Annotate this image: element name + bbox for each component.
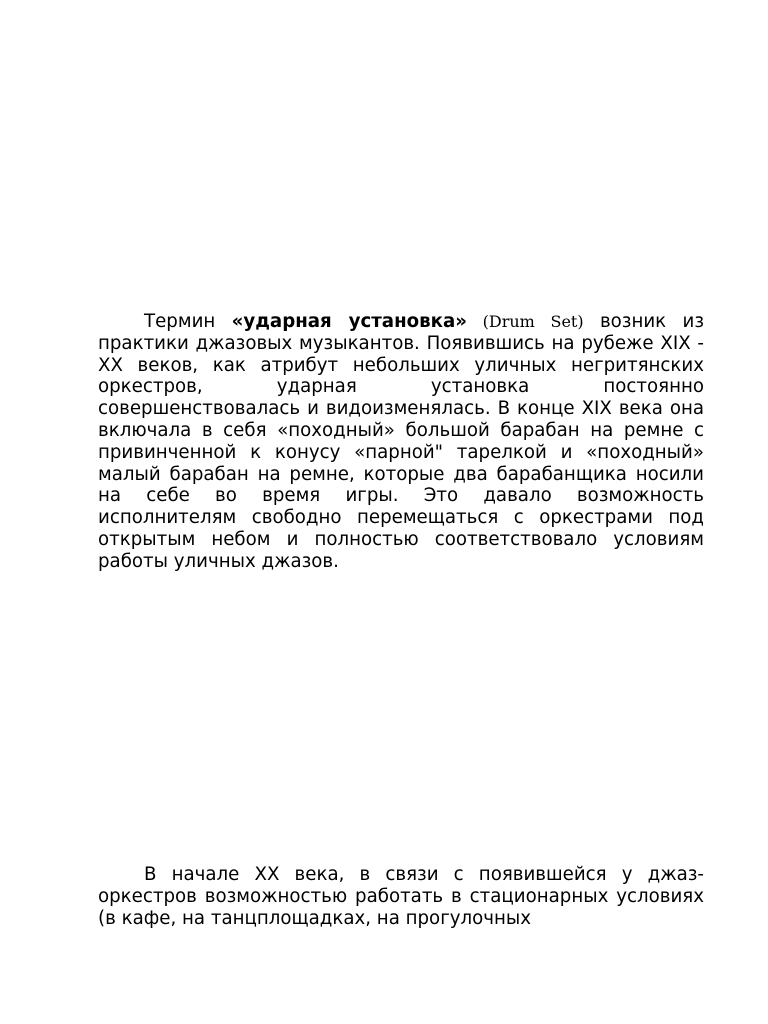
paragraph-early-20th-century — [98, 864, 704, 929]
term-drum-kit: «ударная установка» — [231, 311, 468, 332]
term-english: (Drum Set) — [467, 312, 584, 331]
paragraph-lead-text: Термин — [144, 311, 232, 332]
paragraph-2-text: В начале XX века, в связи с появившейся у джаз-оркестров возможностью работать в стационарных условиях (в кафе, на танцплощадках, на прогулочных — [98, 864, 704, 929]
paragraph-body-text: возник из практики джазовых музыкантов. Появившись на рубеже XIX - XX веков, как атрибут небольших уличных негритянских оркестров, ударная установка постоянно совершенствовалась и видоизменялась. В конце XIX века она включала в себя «походный» большой барабан на ремне с привинченной к конусу «парной" тарелкой и «походный» малый барабан на ремне, которые два барабанщика носили на себе во время игры. Это давало возможность исполнителям свободно перемещаться с оркестрами под открытым небом и полностью соответствовало условиям работы уличных джазов. — [98, 311, 704, 572]
paragraph-drum-set-origin — [98, 311, 704, 573]
